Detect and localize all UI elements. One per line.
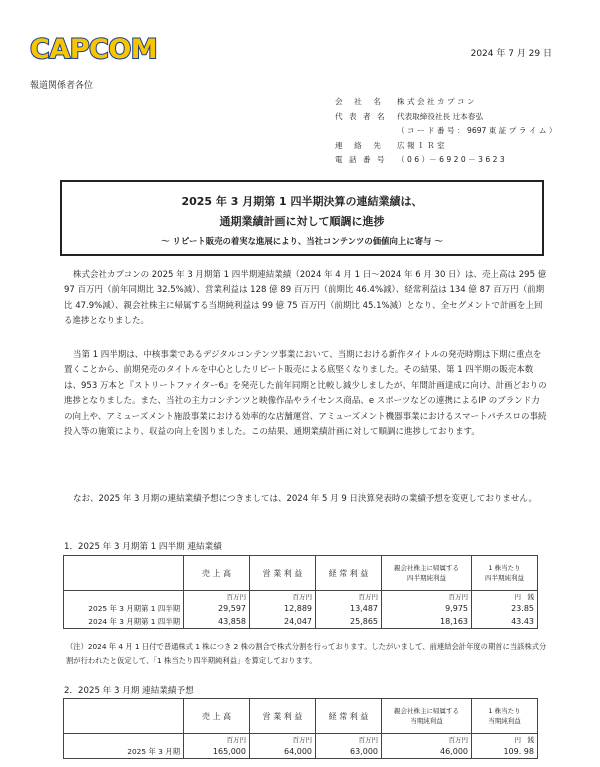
company-info-row: 電 話 番 号 （ 0 6 ）－ 6 9 2 0 － 3 6 2 3 [335, 155, 505, 165]
company-info-row: （ コ ー ド 番 号 ： 9697 東 証 プ ラ イ ム ） [397, 126, 557, 136]
table-unit-row: 百万円 百万円 百万円 百万円 円 銭 [64, 591, 538, 603]
paragraph-summary: 株式会社カプコンの 2025 年 3 月期第 1 四半期連結業績（2024 年 4 月 1 日～2024 年 6 月 30 日）は、売上高は 295 億 97 百万円（前年同期比 32.5%減）、営業利益は 128 億 89 百万円（前期比 46.4%減）、経常利益は 134 億 87 百万円（前期比 47.9%減）、親会社株主に帰属する当期純利益は 99 億 75 百万円（前期比 45.1%減）となり、全セグメントで計画を上回る進捗となりました。 [64, 270, 547, 327]
table-row: 2025 年 3 月期第 1 四半期 29,597 12,889 13,487 9,975 23.85 [64, 602, 538, 615]
table-row: 2025 年 3 月期 165,000 64,000 63,000 46,000 109. 98 [64, 745, 538, 759]
table1-heading: 1．2025 年 3 月期第 1 四半期 連結業績 [64, 542, 222, 552]
company-info-row: 代 表 者 名 代表取締役社長 辻本春弘 [335, 111, 483, 121]
table-row: 2024 年 3 月期第 1 四半期 43,858 24,047 25,865 18,163 43.43 [64, 615, 538, 629]
footnote: （注）2024 年 4 月 1 日付で普通株式 1 株につき 2 株の割合で株式分割を行っております。したがいまして、前連結会計年度の期首に当該株式分割が行われたと仮定して、「1 株当たり四半期純利益」を算定しております。 [66, 642, 547, 665]
table-header-row: 売 上 高 営 業 利 益 経 常 利 益 親会社株主に帰属する 四半期純利益 1 株当たり 四半期純利益 [64, 556, 538, 591]
paragraph-forecast: なお、2025 年 3 月期の連結業績予想につきましては、2024 年 5 月 9 日決算発表時の業績予想を変更しておりません。 [73, 494, 537, 504]
headline-subtitle: ～ リピート販売の着実な進展により、当社コンテンツの価値向上に寄与 ～ [161, 236, 443, 246]
company-info-row: 連 絡 先 広 報 Ｉ Ｒ 室 [335, 140, 445, 150]
release-date: 2024 年 7 月 29 日 [470, 49, 552, 59]
paragraph-details: 当第 1 四半期は、中核事業であるデジタルコンテンツ事業において、当期における新作タイトルの発売時期は下期に重点を置くことから、前期発売のタイトルを中心としたリピート販売による底堅くなりました。その結果、第 1 四半期の販売本数は、953 万本と『ストリートファイター6』を発売した前年同期と比較し減少しましたが、年間計画達成に向け、計画どおりの進捗となりました。また、当社の主力コンテンツと映像作品やライセンス商品、e スポーツなどの連携によるIP のブランド力の向上や、アミューズメント施設事業における効率的な店舗運営、アミューズメント機器事業におけるスマートパチスロの事続投入等の施策により、収益の向上を図りました。この結果、通期業績計画に対して順調に進捗しております。 [64, 350, 547, 438]
results-table [63, 555, 538, 629]
company-info [335, 95, 556, 168]
forecast-table [63, 698, 538, 759]
capcom-logo: CAPCOM [30, 34, 158, 65]
headline-line-1: 2025 年 3 月期第 1 四半期決算の連結業績は、 [181, 195, 423, 208]
headline-box [60, 180, 544, 256]
recipient-line: 報道関係者各位 [30, 81, 94, 91]
headline-line-2: 通期業績計画に対して順調に進捗 [219, 215, 385, 228]
company-info-row: 会 社 名 株 式 会 社 カ プ コ ン [335, 97, 475, 106]
table-unit-row: 百万円 百万円 百万円 百万円 円 銭 [64, 734, 538, 746]
table2-heading: 2．2025 年 3 月期 連結業績予想 [64, 686, 194, 696]
table-header-row: 売 上 高 営 業 利 益 経 常 利 益 親会社株主に帰属する 当期純利益 1 株当たり 当期純利益 [64, 699, 538, 734]
